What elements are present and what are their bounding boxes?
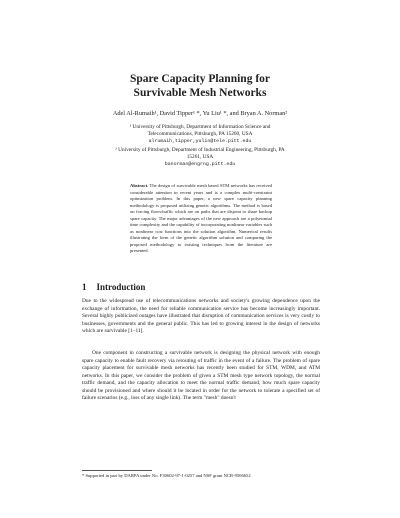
- paper-title-line-2: Survivable Mesh Networks: [133, 87, 267, 99]
- affiliation-2-line-1: ² University of Pittsburgh, Department of Industrial Engineering, Pittsburgh, PA: [115, 147, 285, 153]
- abstract-label: Abstract.: [130, 183, 149, 188]
- author-list: Adel Al-Rumaih¹, David Tipper¹ *, Yu Liu¹ *, and Bryan A. Norman²: [112, 110, 288, 117]
- affiliation-1-line-2: Telecommunications, Pittsburgh, PA 15260, USA: [147, 131, 253, 138]
- section-number: 1: [82, 282, 87, 292]
- affiliation-2-line-2: 15261, USA: [186, 154, 214, 161]
- affiliation-1-email: alrumaih,tipper,yulin@tele.pitt.edu: [148, 139, 252, 145]
- affiliation-2: [40, 147, 360, 169]
- affiliation-2-email: banorman@engrng.pitt.edu: [164, 162, 236, 168]
- footnote-divider: [82, 470, 152, 471]
- abstract: [130, 183, 272, 255]
- abstract-text: The design of survivable mesh based STM networks has received considerable attention in recent years and is a complex multi-constraint optimization problem. In this paper, a new spare capacity planning methodology is proposed utilizing genetic algorithms. The method is based on forcing flows/traffic which are on paths that are disjoint to share backup spare capacity. The major advantages of the new approach are a polynomial time complexity and the capability of incorporating nonlinear variables such as nonlinear cost functions into the solution algorithm. Numerical results illustrating the form of the genetic algorithm solution and comparing the proposed methodology to existing techniques from the literature are presented.: [130, 183, 272, 253]
- section-heading: [82, 282, 145, 292]
- section-title: Introduction: [96, 282, 146, 292]
- paper-title-line-1: Spare Capacity Planning for: [129, 73, 271, 85]
- intro-paragraph-2: One component in constructing a survivable network is designing the physical network with enough spare capacity to enable fault recovery via rerouting of traffic in the event of a failure. The problem of spare capacity placement for survivable mesh networks has recently been studied for STM, WDM, and ATM networks. In this paper, we consider the problem of given a STM mesh type network topology, the normal traffic demand, and the capacity allocation to meet the normal traffic demand, how much spare capacity should be provisioned and where should it be located in order for the network to tolerate a specified set of failure scenarios (e.g., loss of any single link). The term "mesh" doesn't: [82, 350, 320, 401]
- affiliation-1: [40, 124, 360, 146]
- affiliation-1-line-1: ¹ University of Pittsburgh, Department of Information Science and: [129, 124, 271, 130]
- intro-paragraph-1: Due to the widespread use of telecommunications networks and society's growing dependence upon the exchange of information, the need for reliable communication service has become increasingly important. Several highly publicized outages have illustrated that disruption of communication services is very costly to businesses, governments and the general public. This has led to growing interest in the design of networks which are survivable [1–11].: [82, 298, 320, 334]
- footnote: * Supported in part by DARPA under No. F30602-97-1-0257 and NSF grant NCR-9506652: [82, 473, 251, 478]
